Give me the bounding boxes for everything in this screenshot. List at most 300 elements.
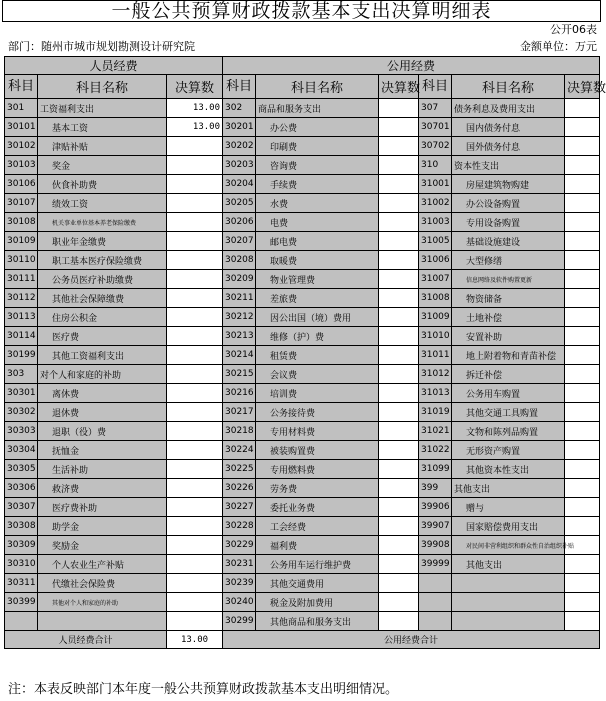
subject-code: 30227 [223,498,256,517]
subject-name: 职工基本医疗保险缴费 [38,251,167,270]
subject-code: 30212 [223,308,256,327]
amount-cell[interactable] [167,346,223,365]
amount-cell[interactable] [379,384,419,403]
amount-cell[interactable] [379,289,419,308]
amount-cell[interactable] [379,118,419,137]
subject-name: 基础设施建设 [452,232,565,251]
amount-cell[interactable] [565,460,600,479]
table-row [5,612,600,631]
subject-code: 307 [419,99,452,118]
amount-cell[interactable] [167,137,223,156]
subject-name: 退休费 [38,403,167,422]
subject-code: 30110 [5,251,38,270]
amount-cell[interactable] [565,289,600,308]
amount-cell[interactable] [565,327,600,346]
subject-name: 税金及附加费用 [256,593,379,612]
subject-name: 医疗费补助 [38,498,167,517]
amount-cell[interactable] [379,555,419,574]
subject-code: 30304 [5,441,38,460]
amount-cell[interactable] [565,555,600,574]
subject-code: 30310 [5,555,38,574]
subject-name: 绩效工资 [38,194,167,213]
subject-name: 代缴社会保险费 [38,574,167,593]
amount-cell[interactable] [565,384,600,403]
table-row [5,232,600,251]
table-row [5,251,600,270]
amount-cell[interactable] [379,422,419,441]
amount-cell[interactable] [379,270,419,289]
subject-code: 31009 [419,308,452,327]
table-row [5,194,600,213]
table-row [5,460,600,479]
subject-name: 伙食补助费 [38,175,167,194]
subject-name: 救济费 [38,479,167,498]
subject-name: 债务利息及费用支出 [452,99,565,118]
table-row [5,441,600,460]
personnel-section-header: 人员经费 [5,57,223,75]
subject-name: 住房公积金 [38,308,167,327]
amount-cell[interactable] [379,99,419,118]
amount-cell[interactable]: 13.00 [167,99,223,118]
subject-code: 31099 [419,460,452,479]
col-amount-3: 决算数 [565,75,600,99]
public-section-header: 公用经费 [223,57,600,75]
subject-code: 31006 [419,251,452,270]
subject-code: 39906 [419,498,452,517]
subject-code: 30101 [5,118,38,137]
subject-code: 30107 [5,194,38,213]
subject-name: 抚恤金 [38,441,167,460]
amount-cell[interactable] [167,384,223,403]
table-row [5,555,600,574]
subject-code: 31010 [419,327,452,346]
amount-cell[interactable] [565,232,600,251]
subject-name: 其他资本性支出 [452,460,565,479]
subject-name: 个人农业生产补贴 [38,555,167,574]
subject-code: 30216 [223,384,256,403]
subject-name: 其他社会保障缴费 [38,289,167,308]
subject-code: 301 [5,99,38,118]
amount-cell[interactable] [167,422,223,441]
subject-code: 39907 [419,517,452,536]
subject-name: 奖金 [38,156,167,175]
subject-code: 30239 [223,574,256,593]
amount-cell[interactable] [379,232,419,251]
amount-cell[interactable] [167,232,223,251]
subject-name: 公务用车购置 [452,384,565,403]
table-row [5,479,600,498]
subject-code: 30215 [223,365,256,384]
subject-code: 30113 [5,308,38,327]
subject-name: 会议费 [256,365,379,384]
amount-cell[interactable] [379,536,419,555]
amount-cell[interactable] [565,251,600,270]
subject-name: 水费 [256,194,379,213]
amount-cell[interactable] [565,479,600,498]
subject-name: 奖励金 [38,536,167,555]
subject-code: 31008 [419,289,452,308]
amount-cell[interactable] [167,194,223,213]
subject-code: 30208 [223,251,256,270]
subject-code: 31003 [419,213,452,232]
table-row [5,536,600,555]
subject-code: 30231 [223,555,256,574]
subject-code: 31002 [419,194,452,213]
subject-name: 文物和陈列品购置 [452,422,565,441]
amount-cell[interactable] [167,213,223,232]
amount-cell[interactable] [379,441,419,460]
subject-code: 30311 [5,574,38,593]
col-amount-2: 决算数 [379,75,419,99]
amount-cell[interactable] [379,612,419,631]
table-row [5,289,600,308]
subject-code: 30303 [5,422,38,441]
subject-code: 30213 [223,327,256,346]
subject-code: 31019 [419,403,452,422]
amount-cell[interactable] [379,574,419,593]
subject-code: 31011 [419,346,452,365]
subject-name: 对个人和家庭的补助 [38,365,167,384]
subject-name [452,612,565,631]
table-row [5,498,600,517]
table-row [5,270,600,289]
subject-code: 30306 [5,479,38,498]
subject-code: 30214 [223,346,256,365]
table-row [5,346,600,365]
amount-cell[interactable] [167,175,223,194]
amount-cell[interactable] [167,327,223,346]
subject-code: 39999 [419,555,452,574]
subject-name: 国家赔偿费用支出 [452,517,565,536]
amount-cell[interactable] [167,251,223,270]
amount-cell[interactable] [565,403,600,422]
subject-name: 其他支出 [452,555,565,574]
subject-name: 拆迁补偿 [452,365,565,384]
subject-name: 咨询费 [256,156,379,175]
subject-name: 赠与 [452,498,565,517]
table-row [5,308,600,327]
amount-cell[interactable] [565,137,600,156]
subject-name: 职业年金缴费 [38,232,167,251]
col-amount-1: 决算数 [167,75,223,99]
subject-name: 电费 [256,213,379,232]
table-row [5,175,600,194]
subject-name: 大型修缮 [452,251,565,270]
col-code-2: 科目 [223,75,256,99]
totals-row [5,631,600,649]
subject-name: 办公设备购置 [452,194,565,213]
subject-code: 30301 [5,384,38,403]
subject-name: 国内债务付息 [452,118,565,137]
subject-code: 30109 [5,232,38,251]
subject-code: 30240 [223,593,256,612]
footnote: 注：本表反映部门本年度一般公共预算财政拨款基本支出明细情况。 [8,682,399,697]
department-label: 部门：随州市城市规划勘测设计研究院 [8,40,195,53]
subject-code: 30201 [223,118,256,137]
table-row [5,118,600,137]
subject-code: 31012 [419,365,452,384]
subject-name: 租赁费 [256,346,379,365]
col-code-1: 科目 [5,75,38,99]
amount-cell[interactable] [167,555,223,574]
table-row [5,517,600,536]
subject-name: 手续费 [256,175,379,194]
amount-cell[interactable] [565,574,600,593]
subject-name: 安置补助 [452,327,565,346]
table-row [5,156,600,175]
table-row [5,422,600,441]
amount-cell[interactable] [379,194,419,213]
amount-cell[interactable] [379,498,419,517]
subject-code: 31013 [419,384,452,403]
subject-name: 公务员医疗补助缴费 [38,270,167,289]
subject-code: 30399 [5,593,38,612]
table-row [5,213,600,232]
subject-code: 30229 [223,536,256,555]
subject-name: 信息网络及软件购置更新 [452,270,565,289]
table-title: 一般公共预算财政拨款基本支出决算明细表 [2,0,601,22]
amount-cell[interactable] [167,441,223,460]
subject-name: 无形资产购置 [452,441,565,460]
subject-code: 30103 [5,156,38,175]
subject-name: 其他商品和服务支出 [256,612,379,631]
personnel-total-value[interactable]: 13.00 [167,631,223,649]
subject-name: 房屋建筑物购建 [452,175,565,194]
public-total-label: 公用经费合计 [223,631,600,649]
subject-name: 其他支出 [452,479,565,498]
subject-name: 基本工资 [38,118,167,137]
amount-cell[interactable] [167,593,223,612]
subject-code: 303 [5,365,38,384]
amount-cell[interactable] [379,308,419,327]
table-row [5,403,600,422]
subject-code [419,574,452,593]
subject-name: 维修（护）费 [256,327,379,346]
subject-code: 30106 [5,175,38,194]
subject-code: 31007 [419,270,452,289]
col-name-2: 科目名称 [256,75,379,99]
subject-code: 30226 [223,479,256,498]
amount-cell[interactable] [167,517,223,536]
table-row [5,574,600,593]
subject-code: 30309 [5,536,38,555]
table-row [5,384,600,403]
table-row [5,327,600,346]
subject-name: 退职（役）费 [38,422,167,441]
subject-code: 30203 [223,156,256,175]
subject-name: 助学金 [38,517,167,536]
amount-cell[interactable] [167,403,223,422]
amount-cell[interactable] [565,118,600,137]
subject-name: 办公费 [256,118,379,137]
amount-cell[interactable] [379,346,419,365]
subject-name: 福利费 [256,536,379,555]
subject-name: 公务用车运行维护费 [256,555,379,574]
subject-code: 30228 [223,517,256,536]
amount-cell[interactable] [167,308,223,327]
subject-name: 离休费 [38,384,167,403]
amount-cell[interactable] [565,213,600,232]
subject-code: 31021 [419,422,452,441]
subject-code: 30114 [5,327,38,346]
subject-name: 对民间非营利组织和群众性自治组织补贴 [452,536,565,555]
amount-cell[interactable] [565,441,600,460]
subject-code: 30218 [223,422,256,441]
amount-cell[interactable] [379,156,419,175]
amount-cell[interactable] [379,213,419,232]
subject-name: 商品和服务支出 [256,99,379,118]
subject-name: 专用燃料费 [256,460,379,479]
subject-code: 31001 [419,175,452,194]
subject-code: 30302 [5,403,38,422]
amount-unit: 金额单位：万元 [520,40,597,53]
subject-code: 39908 [419,536,452,555]
subject-code: 30209 [223,270,256,289]
col-code-3: 科目 [419,75,452,99]
amount-cell[interactable] [565,346,600,365]
subject-name: 培训费 [256,384,379,403]
subject-code: 30702 [419,137,452,156]
subject-code: 31022 [419,441,452,460]
subject-name: 取暖费 [256,251,379,270]
subject-name: 邮电费 [256,232,379,251]
subject-name: 专用材料费 [256,422,379,441]
amount-cell[interactable] [167,156,223,175]
subject-code: 30211 [223,289,256,308]
amount-cell[interactable] [565,175,600,194]
amount-cell[interactable] [379,365,419,384]
amount-cell[interactable] [565,99,600,118]
amount-cell[interactable] [565,270,600,289]
subject-code: 399 [419,479,452,498]
subject-name: 物资储备 [452,289,565,308]
subject-code: 30206 [223,213,256,232]
amount-cell[interactable] [379,327,419,346]
table-row [5,593,600,612]
subject-name: 工会经费 [256,517,379,536]
subject-code: 30111 [5,270,38,289]
subject-name [452,574,565,593]
col-name-3: 科目名称 [452,75,565,99]
amount-cell[interactable] [565,308,600,327]
subject-code [419,593,452,612]
subject-name: 工资福利支出 [38,99,167,118]
subject-name: 其他工资福利支出 [38,346,167,365]
subject-name: 被装购置费 [256,441,379,460]
subject-code: 30202 [223,137,256,156]
amount-cell[interactable] [565,498,600,517]
subject-name: 公务接待费 [256,403,379,422]
subject-name: 医疗费 [38,327,167,346]
subject-code: 30299 [223,612,256,631]
amount-cell[interactable] [167,289,223,308]
amount-cell[interactable] [167,612,223,631]
table-row [5,365,600,384]
amount-cell[interactable] [167,460,223,479]
subject-code: 30224 [223,441,256,460]
subject-name: 专用设备购置 [452,213,565,232]
subject-name: 委托业务费 [256,498,379,517]
amount-cell[interactable] [565,194,600,213]
subject-name: 印刷费 [256,137,379,156]
amount-cell[interactable] [379,479,419,498]
subject-code: 30305 [5,460,38,479]
amount-cell[interactable] [379,403,419,422]
subject-name [38,612,167,631]
subject-name: 资本性支出 [452,156,565,175]
amount-cell[interactable] [379,251,419,270]
subject-code: 30701 [419,118,452,137]
amount-cell[interactable] [167,270,223,289]
subject-code: 310 [419,156,452,175]
subject-code: 30217 [223,403,256,422]
amount-cell[interactable] [167,574,223,593]
amount-cell[interactable] [565,593,600,612]
subject-name: 土地补偿 [452,308,565,327]
subject-name: 差旅费 [256,289,379,308]
amount-cell[interactable] [565,156,600,175]
amount-cell[interactable] [379,517,419,536]
subject-name: 劳务费 [256,479,379,498]
amount-cell[interactable] [379,137,419,156]
subject-code: 30225 [223,460,256,479]
amount-cell[interactable] [379,593,419,612]
subject-name: 国外债务付息 [452,137,565,156]
subject-code: 30108 [5,213,38,232]
form-code: 公开06表 [550,23,597,36]
subject-name: 津贴补贴 [38,137,167,156]
amount-cell[interactable] [167,536,223,555]
subject-name: 其他对个人和家庭的补助 [38,593,167,612]
table-row [5,99,600,118]
subject-code: 30205 [223,194,256,213]
subject-name: 其他交通工具购置 [452,403,565,422]
subject-name [452,593,565,612]
amount-cell[interactable] [379,175,419,194]
subject-name: 其他交通费用 [256,574,379,593]
amount-cell[interactable] [565,422,600,441]
subject-code [5,612,38,631]
subject-code: 30112 [5,289,38,308]
subject-name: 生活补助 [38,460,167,479]
subject-code: 302 [223,99,256,118]
subject-code: 30102 [5,137,38,156]
amount-cell[interactable] [167,498,223,517]
amount-cell[interactable] [167,479,223,498]
personnel-total-label: 人员经费合计 [5,631,167,649]
amount-cell[interactable] [379,460,419,479]
subject-code: 30204 [223,175,256,194]
table-row [5,137,600,156]
col-name-1: 科目名称 [38,75,167,99]
amount-cell[interactable] [565,365,600,384]
amount-cell[interactable] [565,517,600,536]
subject-code: 30307 [5,498,38,517]
expenditure-table [4,56,606,649]
amount-cell[interactable] [167,365,223,384]
subject-code: 31005 [419,232,452,251]
subject-code [419,612,452,631]
subject-name: 地上附着物和青苗补偿 [452,346,565,365]
subject-code: 30207 [223,232,256,251]
subject-name: 因公出国（境）费用 [256,308,379,327]
subject-code: 30199 [5,346,38,365]
subject-name: 物业管理费 [256,270,379,289]
amount-cell[interactable]: 13.00 [167,118,223,137]
amount-cell[interactable] [565,612,600,631]
subject-code: 30308 [5,517,38,536]
subject-name: 机关事业单位基本养老保险缴费 [38,213,167,232]
